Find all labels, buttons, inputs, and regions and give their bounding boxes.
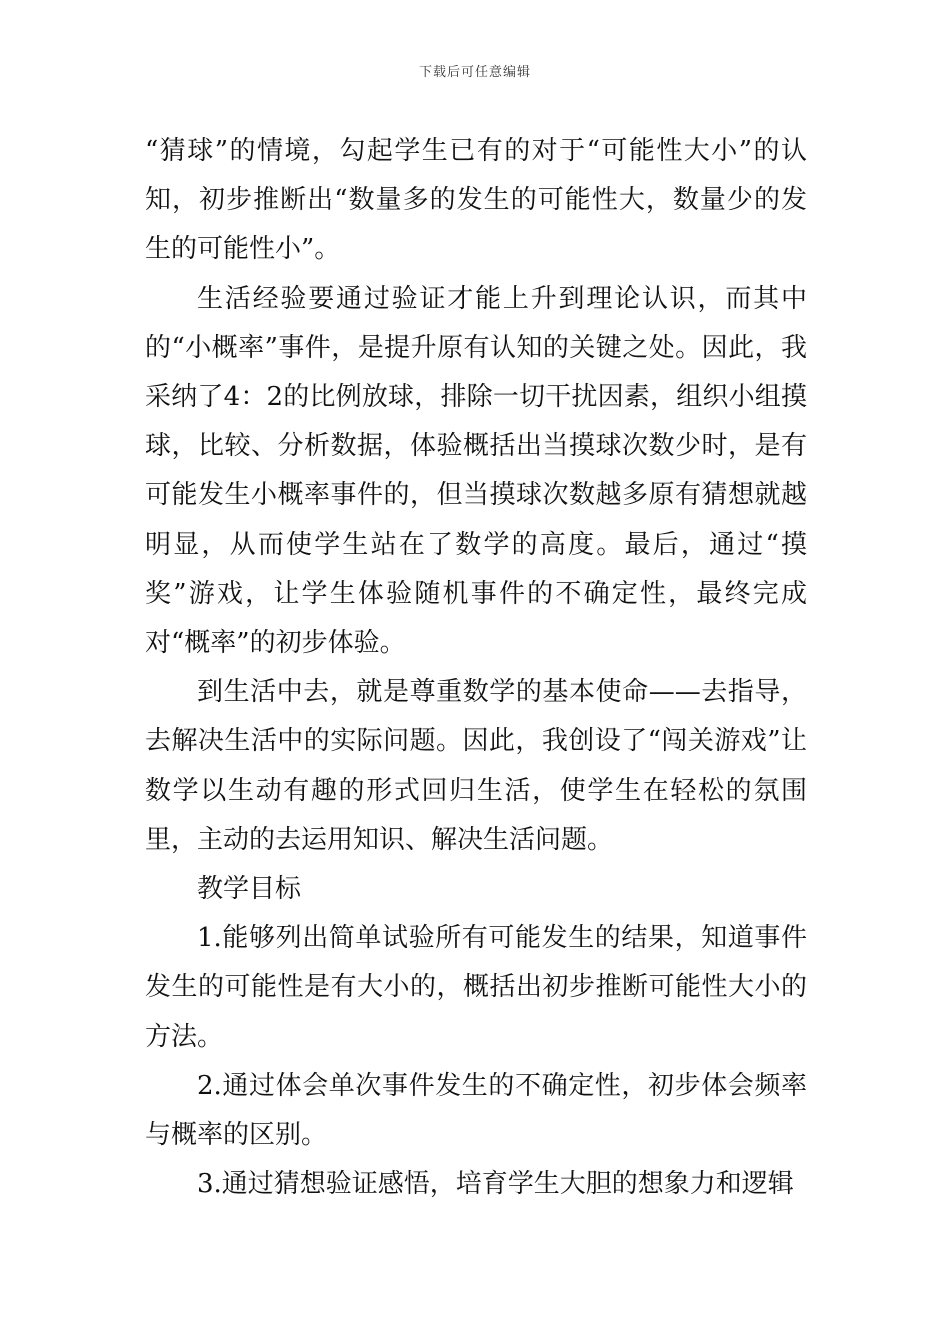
paragraph-go-to-life: 到生活中去，就是尊重数学的基本使命——去指导，去解决生活中的实际问题。因此，我创设了“闯关游戏”让数学以生动有趣的形式回归生活，使学生在轻松的氛围里，主动的去运用知识、解决生活问题。 <box>145 677 807 855</box>
goal-item-2: 2.通过体会单次事件发生的不确定性，初步体会频率与概率的区别。 <box>145 1070 807 1151</box>
page-header: 下载后可任意编辑 <box>418 65 531 80</box>
goal-item-1: 1.能够列出简单试验所有可能发生的结果，知道事件发生的可能性是有大小的，概括出初步推断可能性大小的方法。 <box>145 923 807 1052</box>
document-body <box>145 127 807 1209</box>
goal-item-3: 3.通过猜想验证感悟，培育学生大胆的想象力和逻辑 <box>197 1169 794 1200</box>
paragraph-life-experience: 生活经验要通过验证才能上升到理论认识，而其中的“小概率”事件，是提升原有认知的关键之处。因此，我采纳了4：2的比例放球，排除一切干扰因素，组织小组摸球，比较、分析数据，体验概括出当摸球次数少时，是有可能发生小概率事件的，但当摸球次数越多原有猜想就越明显，从而使学生站在了数学的高度。最后，通过“摸奖”游戏，让学生体验随机事件的不确定性，最终完成对“概率”的初步体验。 <box>145 283 807 659</box>
paragraph-guess-ball: “猜球”的情境，勾起学生已有的对于“可能性大小”的认知，初步推断出“数量多的发生的可能性大，数量少的发生的可能性小”。 <box>145 136 807 265</box>
section-heading-teaching-goals: 教学目标 <box>197 874 302 905</box>
